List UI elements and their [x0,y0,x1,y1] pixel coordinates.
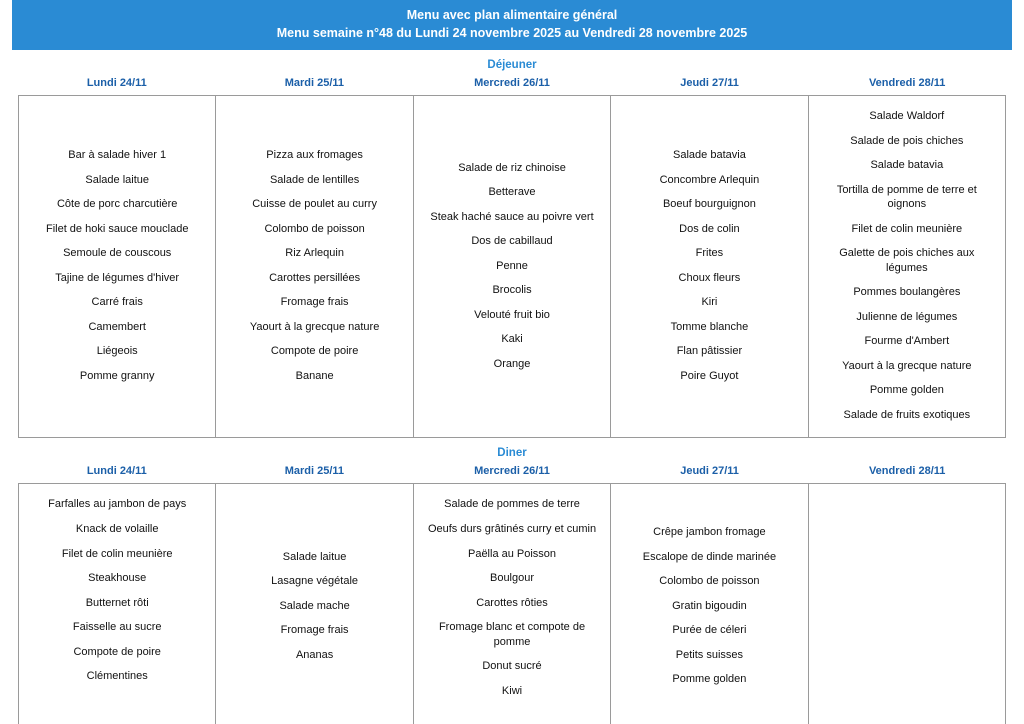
menu-item: Salade batavia [673,149,746,162]
menu-item: Riz Arlequin [285,247,344,260]
page-header [12,0,1012,50]
menu-item: Salade de pommes de terre [444,498,580,511]
menu-item: Steakhouse [88,572,147,585]
day-header-row-dejeuner [18,77,1006,95]
menu-item: Ananas [295,648,334,661]
menu-item: Fourme d'Ambert [864,335,950,348]
menu-item: Pomme golden [672,673,747,686]
menu-item: Salade laitue [85,173,149,186]
menu-item: Camembert [88,320,146,333]
menu-item: Dos de cabillaud [471,235,553,248]
menu-item: Farfalles au jambon de pays [48,498,187,511]
menu-item: Pomme golden [869,384,944,397]
menu-item: Salade mache [279,599,350,612]
menu-item: Gratin bigoudin [672,599,747,612]
menu-item: Frites [695,247,724,260]
menu-item: Filet de hoki sauce mouclade [45,222,189,235]
menu-item: Kiri [701,296,718,309]
menu-grid-dejeuner [18,95,1006,438]
menu-item: Filet de colin meunière [851,222,963,235]
menu-item: Purée de céleri [672,624,747,637]
menu-item: Cuisse de poulet au curry [252,198,377,211]
day-header-vendredi-diner: Vendredi 28/11 [868,465,946,478]
menu-item: Tomme blanche [670,320,749,333]
menu-item: Paëlla au Poisson [467,547,557,560]
menu-item: Clémentines [86,670,148,683]
menu-item: Crêpe jambon fromage [653,526,766,539]
menu-item: Flan pâtissier [676,345,743,358]
menu-item: Salade de riz chinoise [458,161,566,174]
day-header-mardi-diner: Mardi 25/11 [284,465,345,478]
menu-item: Salade Waldorf [869,110,945,123]
section-title-diner: Diner [497,447,527,460]
menu-item: Choux fleurs [678,271,741,284]
menu-column-mardi-dejeuner [216,96,413,437]
day-header-jeudi: Jeudi 27/11 [680,77,739,90]
menu-item: Carottes persillées [269,271,361,284]
menu-item: Salade de lentilles [269,173,360,186]
menu-item: Betterave [488,186,536,199]
menu-item: Fromage frais [280,296,349,309]
menu-item: Salade de fruits exotiques [843,408,971,421]
menu-item: Bar à salade hiver 1 [68,149,167,162]
menu-item: Butternet rôti [85,596,149,609]
menu-item: Dos de colin [679,222,740,235]
menu-item: Compote de poire [270,345,359,358]
menu-item: Concombre Arlequin [659,173,760,186]
day-header-lundi: Lundi 24/11 [86,77,147,90]
menu-item: Petits suisses [675,648,744,661]
menu-column-mercredi-dejeuner [414,96,611,437]
menu-item: Colombo de poisson [264,222,365,235]
menu-item: Fromage blanc et compote de pomme [438,621,586,648]
menu-column-vendredi-diner [809,484,1006,724]
menu-item: Penne [496,259,528,272]
menu-item: Velouté fruit bio [474,308,550,321]
menu-column-vendredi-dejeuner [809,96,1006,437]
day-header-vendredi: Vendredi 28/11 [868,77,946,90]
menu-grid-diner [18,483,1006,724]
menu-item: Donut sucré [482,660,542,673]
menu-item: Semoule de couscous [63,247,172,260]
menu-column-lundi-dejeuner [19,96,216,437]
menu-item: Boeuf bourguignon [662,198,756,211]
menu-item: Knack de volaille [75,522,159,535]
menu-item: Poire Guyot [680,369,739,382]
menu-column-mardi-diner [216,484,413,724]
menu-item: Pomme granny [79,369,155,382]
menu-item: Banane [295,369,334,382]
menu-item: Tajine de légumes d'hiver [55,271,180,284]
menu-item: Faisselle au sucre [72,621,162,634]
menu-item: Liégeois [96,345,138,358]
menu-item: Salade batavia [870,159,944,172]
day-header-mardi: Mardi 25/11 [284,77,345,90]
menu-item: Yaourt à la grecque nature [842,359,972,372]
page-subtitle: Menu semaine n°48 du Lundi 24 novembre 2025 au Vendredi 28 novembre 2025 [276,26,748,41]
menu-item: Kiwi [501,684,523,697]
menu-item: Filet de colin meunière [61,547,173,560]
day-header-row-diner [18,465,1006,483]
menu-item: Compote de poire [73,645,161,658]
menu-item: Lasagne végétale [271,575,359,588]
menu-item: Boulgour [489,572,535,585]
menu-item: Carré frais [91,296,143,309]
menu-item: Escalope de dinde marinée [642,550,777,563]
menu-column-mercredi-diner [414,484,611,724]
section-dejeuner [18,50,1006,438]
page-title: Menu avec plan alimentaire général [406,8,618,22]
day-header-mercredi-diner: Mercredi 26/11 [474,465,550,478]
menu-item: Yaourt à la grecque nature [249,320,380,333]
menu-item: Salade laitue [282,550,347,563]
menu-item: Orange [493,357,531,370]
day-header-mercredi: Mercredi 26/11 [474,77,550,90]
menu-column-jeudi-diner [611,484,808,724]
menu-item: Kaki [501,333,523,346]
menu-item: Oeufs durs grâtinés curry et cumin [427,522,597,535]
day-header-jeudi-diner: Jeudi 27/11 [680,465,739,478]
menu-item: Tortilla de pomme de terre et oignons [836,183,977,211]
menu-item: Carottes rôties [476,596,548,609]
day-header-lundi-diner: Lundi 24/11 [86,465,147,478]
menu-item: Galette de pois chiches aux légumes [839,247,975,274]
menu-column-jeudi-dejeuner [611,96,808,437]
section-title-dejeuner: Déjeuner [487,59,537,72]
menu-item: Salade de pois chiches [850,134,964,147]
menu-item: Julienne de légumes [856,310,958,323]
menu-item: Pizza aux fromages [266,149,363,162]
menu-item: Pommes boulangères [853,286,961,299]
menu-item: Côte de porc charcutière [56,198,178,211]
menu-item: Steak haché sauce au poivre vert [430,210,594,223]
menu-item: Brocolis [492,284,532,297]
menu-column-lundi-diner [19,484,216,724]
menu-item: Fromage frais [280,624,349,637]
section-diner [18,438,1006,724]
menu-item: Colombo de poisson [659,575,760,588]
